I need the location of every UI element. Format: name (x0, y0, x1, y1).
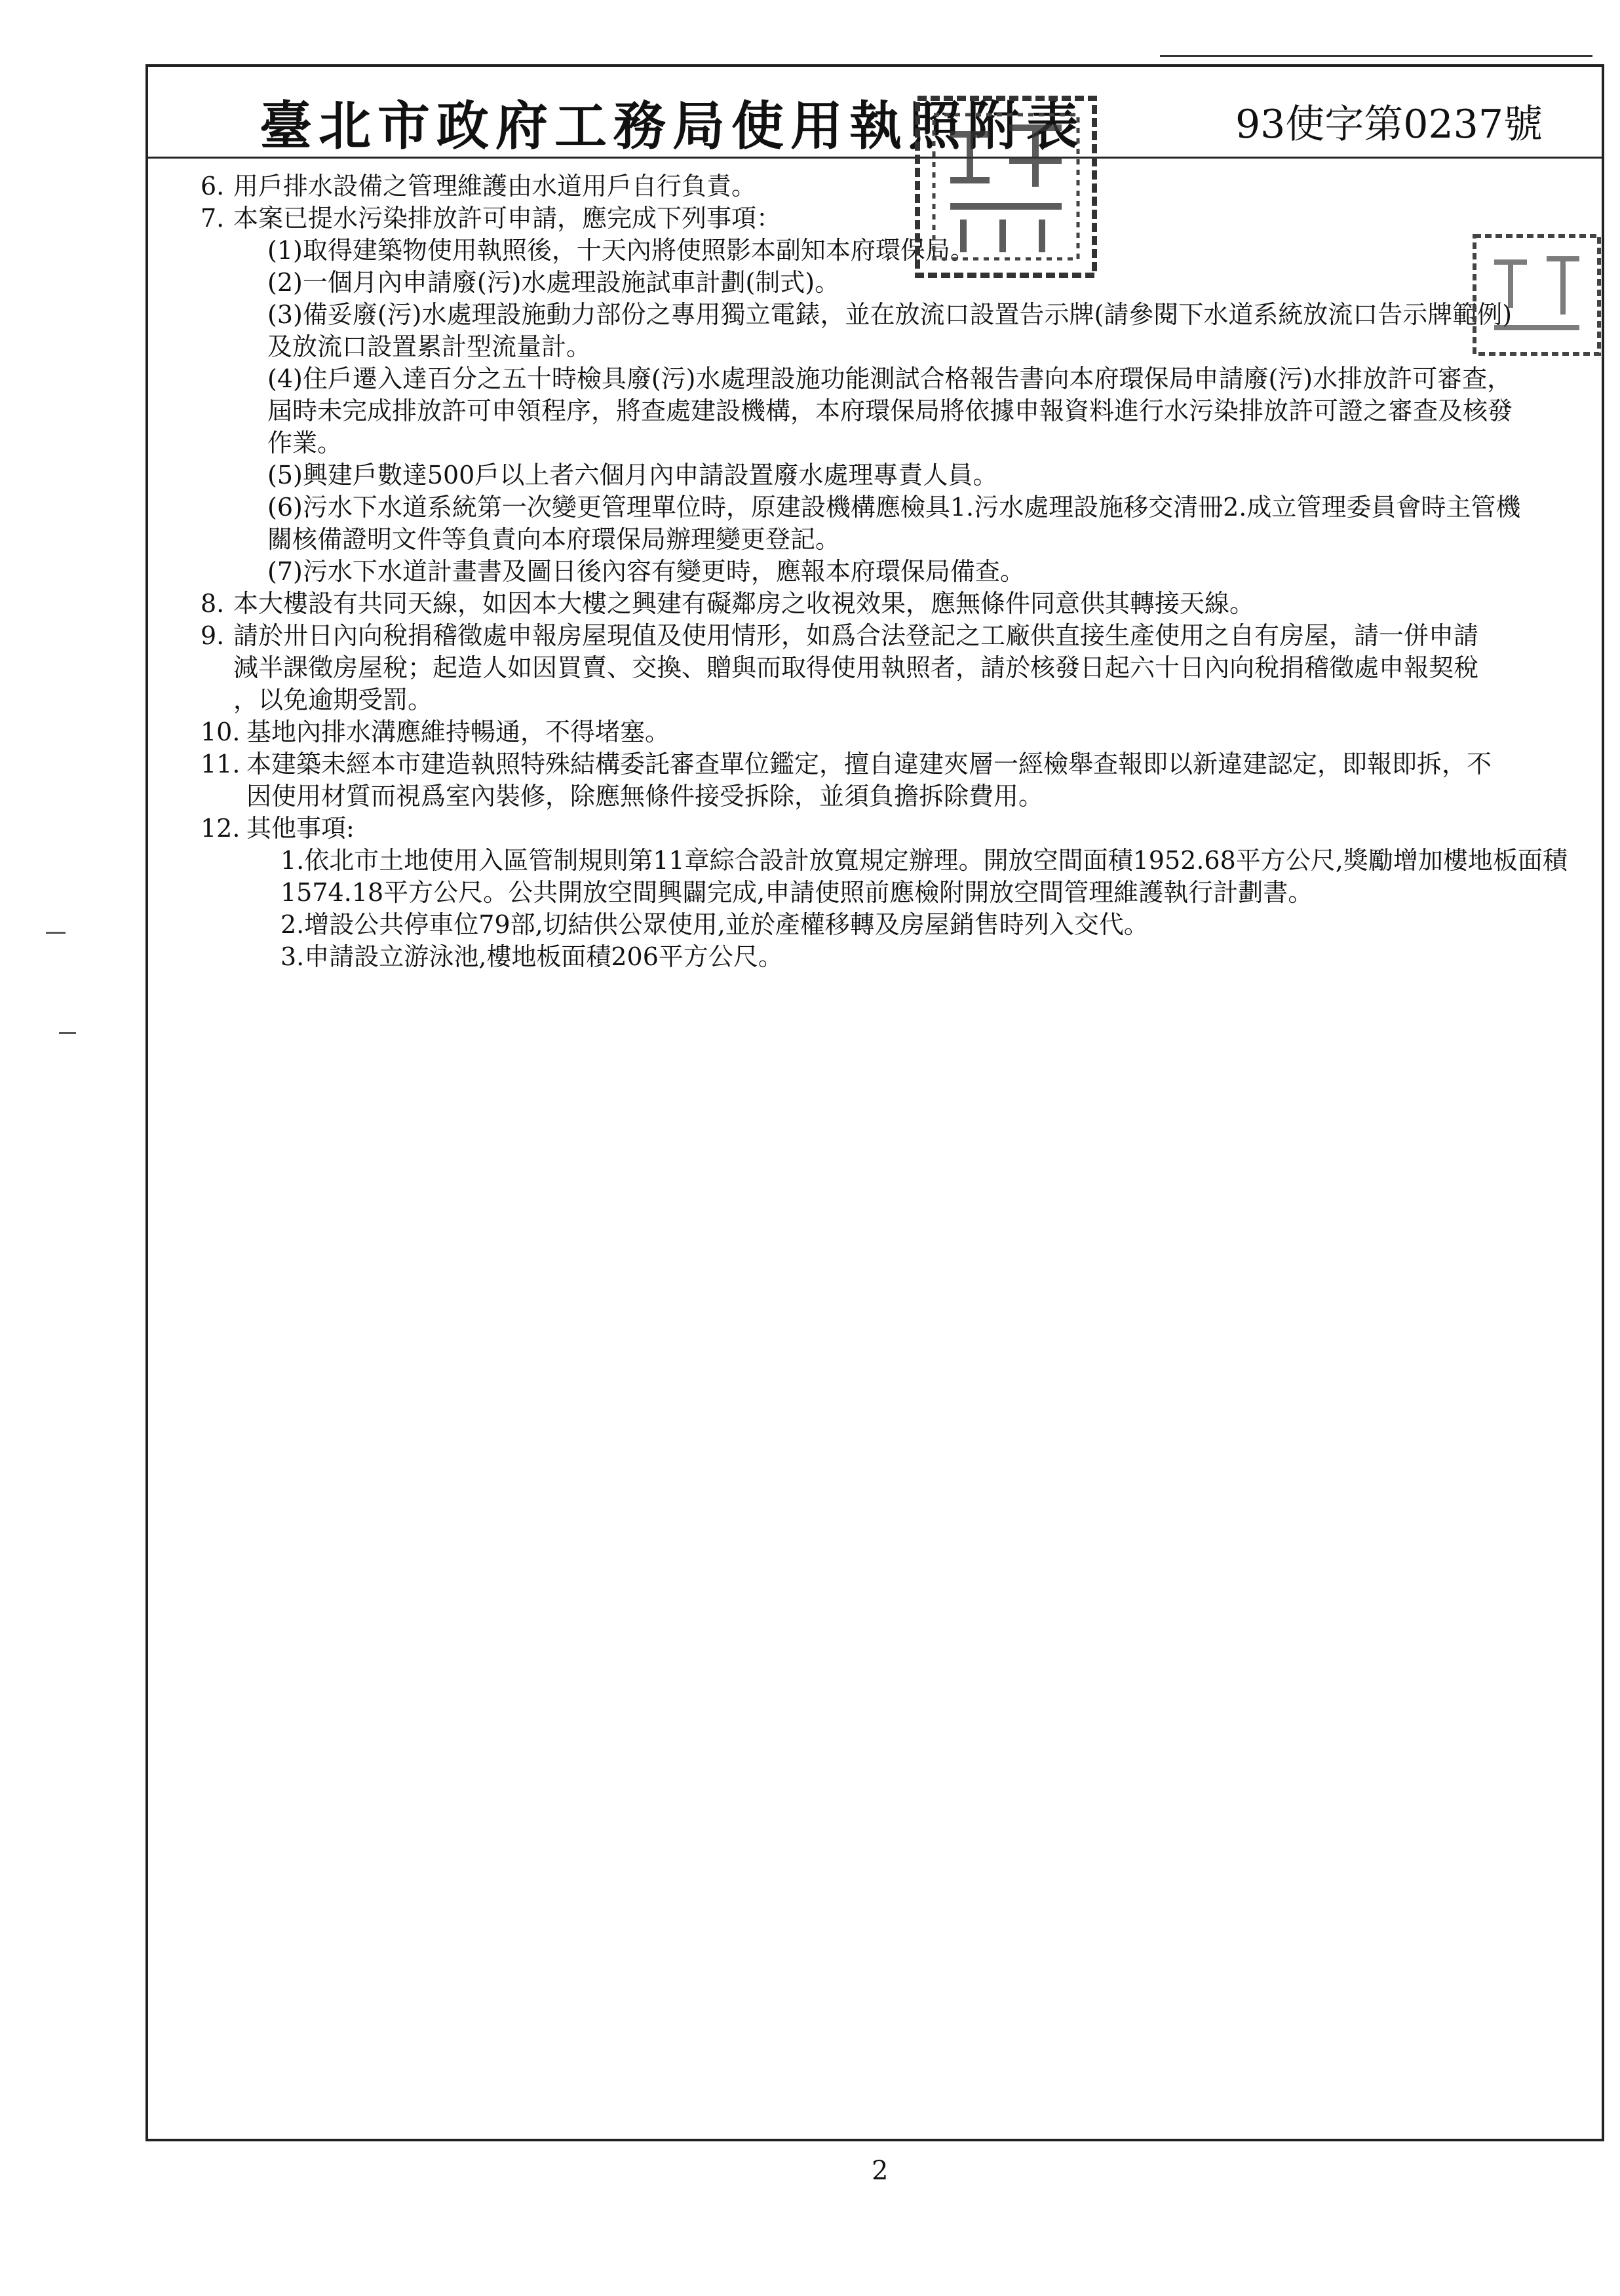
sub-condition (233, 491, 1610, 556)
condition-item (201, 716, 1610, 748)
scan-speck (46, 932, 66, 934)
condition-number: 7. (201, 204, 225, 233)
sub-condition (233, 556, 1610, 588)
sub-condition (233, 459, 1610, 491)
condition-number: 6. (201, 172, 225, 201)
condition-number: 11. (201, 750, 241, 778)
sub-condition-text: (4)住戶遷入達百分之五十時檢具廢(污)水處理設施功能測試合格報告書向本府環保局申請廢(污)水排放許可審查， (267, 364, 1513, 393)
condition-item (201, 748, 1610, 813)
conditions-list (201, 170, 1610, 973)
sub-condition-text: 屆時未完成排放許可申領程序，將查處建設機構，本府環保局將依據申報資料進行水污染排放許可證之審查及核發 (267, 396, 1513, 425)
condition-number: 12. (201, 814, 241, 843)
sub-condition-text: 1574.18平方公尺。公共開放空間興闢完成,申請使照前應檢附開放空間管理維護執行計劃書。 (280, 878, 1313, 907)
secondary-seal-stamp (1468, 229, 1606, 360)
sub-condition-text: (1)取得建築物使用執照後，十天內將使照影本副知本府環保局。 (267, 236, 975, 265)
page-title: 臺北市政府工務局使用執照附表 (260, 95, 1085, 157)
official-seal-stamp (904, 88, 1108, 285)
condition-text: 本大樓設有共同天線，如因本大樓之興建有礙鄰房之收視效果，應無條件同意供其轉接天線。 (233, 589, 1255, 618)
condition-text: ，以免逾期受罰。 (233, 685, 433, 714)
condition-text: 本建築未經本市建造執照特殊結構委託審查單位鑑定，擅自違建夾層一經檢舉查報即以新違建認定，即報即拆，不 (246, 750, 1492, 778)
condition-text: 因使用材質而視爲室內裝修，除應無條件接受拆除，並須負擔拆除費用。 (246, 782, 1044, 811)
sub-condition (233, 363, 1610, 459)
top-rule (1160, 55, 1592, 57)
page-number: 2 (872, 2156, 889, 2186)
header (148, 67, 1602, 159)
document-frame (145, 64, 1604, 2141)
condition-number: 10. (201, 718, 241, 746)
sub-condition-text: 及放流口設置累計型流量計。 (267, 332, 592, 361)
condition-text: 用戶排水設備之管理維護由水道用戶自行負責。 (233, 172, 757, 201)
condition-text: 減半課徵房屋稅；起造人如因買賣、交換、贈與而取得使用執照者，請於核發日起六十日內向稅捐稽徵處申報契稅 (233, 653, 1479, 682)
condition-item (201, 813, 1610, 973)
sub-condition-text: 作業。 (267, 429, 343, 457)
condition-number: 8. (201, 589, 225, 618)
sub-condition-text: 2.增設公共停車位79部,切結供公眾使用,並於產權移轉及房屋銷售時列入交代。 (280, 910, 1149, 939)
condition-number: 9. (201, 621, 225, 650)
condition-text: 基地內排水溝應維持暢通，不得堵塞。 (246, 718, 670, 746)
sub-condition-text: 關核備證明文件等負責向本府環保局辦理變更登記。 (267, 525, 841, 554)
condition-text: 本案已提水污染排放許可申請，應完成下列事項： (233, 204, 782, 233)
sub-condition (246, 845, 1610, 909)
scan-speck (59, 1032, 76, 1034)
sub-condition-text: (7)污水下水道計畫書及圖日後內容有變更時，應報本府環保局備查。 (267, 557, 1025, 586)
sub-condition (233, 299, 1610, 363)
sub-condition-text: (5)興建戶數達500戶以上者六個月內申請設置廢水處理專責人員。 (267, 461, 998, 489)
sub-condition-text: 1.依北市土地使用入區管制規則第11章綜合設計放寬規定辦理。開放空間面積1952.68平方公尺,獎勵增加樓地板面積 (280, 846, 1568, 875)
sub-condition (246, 941, 1610, 973)
condition-item (201, 588, 1610, 620)
sub-condition-text: (6)污水下水道系統第一次變更管理單位時，原建設機構應檢具1.污水處理設施移交清冊2.成立管理委員會時主管機 (267, 493, 1521, 522)
sub-condition-text: (2)一個月內申請廢(污)水處理設施試車計劃(制式)。 (267, 268, 840, 297)
condition-text: 請於卅日內向稅捐稽徵處申報房屋現值及使用情形，如爲合法登記之工廠供直接生產使用之自有房屋，請一併申請 (233, 621, 1479, 650)
permit-number: 93使字第0237號 (1235, 102, 1543, 147)
condition-item (201, 620, 1610, 716)
sub-condition-text: 3.申請設立游泳池,樓地板面積206平方公尺。 (280, 942, 783, 971)
sub-condition (246, 909, 1610, 941)
condition-text: 其他事項: (246, 814, 355, 843)
sub-condition-text: (3)備妥廢(污)水處理設施動力部份之專用獨立電錶，並在放流口設置告示牌(請參閱下水道系統放流口告示牌範例) (267, 300, 1513, 329)
